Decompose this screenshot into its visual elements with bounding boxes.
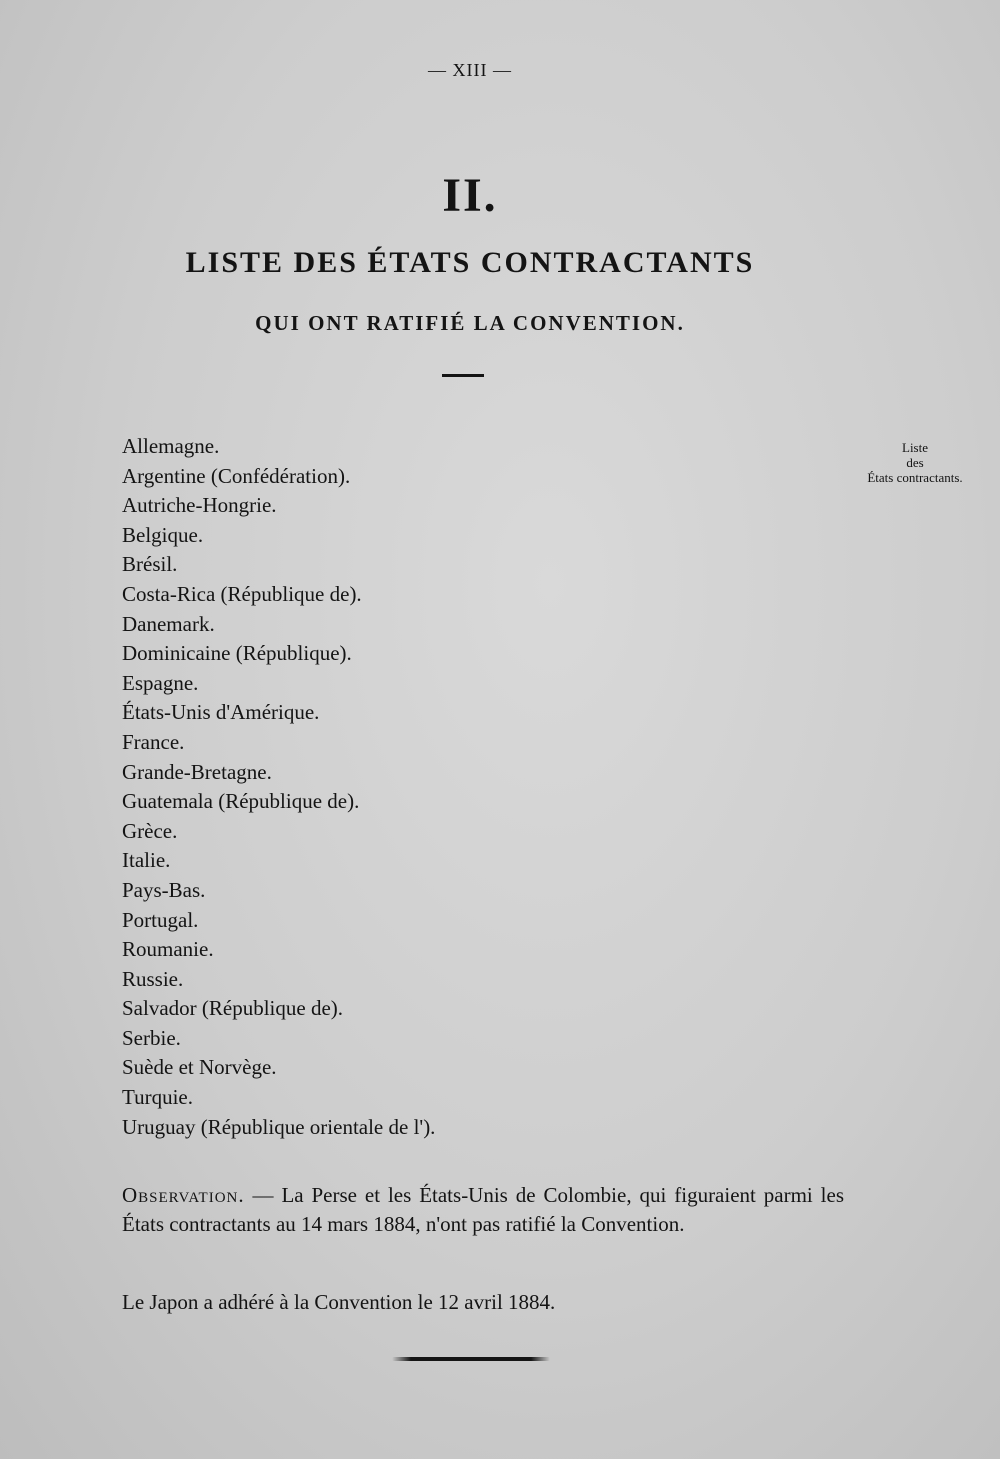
title-divider <box>442 374 484 377</box>
list-item: Allemagne. <box>122 434 220 458</box>
page-number: — XIII — <box>428 60 512 80</box>
list-item: Italie. <box>122 848 171 873</box>
observation-text: — La Perse et les États-Unis de Colombie, qui figuraient parmi les États contractants au 14 mars 1884, n'ont pas ratifié la Convention. <box>122 1183 844 1236</box>
list-item: Pays-Bas. <box>122 877 206 902</box>
list-item: Serbie. <box>122 1025 181 1050</box>
list-item: Russie. <box>122 966 184 991</box>
japan-note: Le Japon a adhéré à la Convention le 12 avril 1884. <box>122 1290 556 1314</box>
margin-note-line: des <box>906 455 924 470</box>
margin-note <box>840 440 990 485</box>
list-item: Costa-Rica (République de). <box>122 581 362 606</box>
page-subtitle: QUI ONT RATIFIÉ LA CONVENTION. <box>255 311 685 335</box>
list-item: Belgique. <box>122 522 204 547</box>
list-item: Grande-Bretagne. <box>122 759 272 784</box>
list-item: Dominicaine (République). <box>122 641 352 666</box>
observation-paragraph <box>122 1181 844 1239</box>
list-item: États-Unis d'Amérique. <box>122 700 320 725</box>
list-item: Argentine (Confédération). <box>122 463 351 488</box>
list-item: Brésil. <box>122 552 178 577</box>
bottom-divider <box>392 1357 550 1361</box>
list-item: Uruguay (République orientale de l'). <box>122 1114 436 1139</box>
list-item: Grèce. <box>122 818 178 843</box>
list-item: Portugal. <box>122 907 199 932</box>
list-item: Guatemala (République de). <box>122 789 360 814</box>
margin-note-line: Liste <box>902 440 928 455</box>
list-item: Suède et Norvège. <box>122 1055 277 1080</box>
list-item: Salvador (République de). <box>122 996 344 1021</box>
section-number: II. <box>442 169 498 222</box>
list-item: France. <box>122 729 185 754</box>
page-title: LISTE DES ÉTATS CONTRACTANTS <box>185 246 755 279</box>
list-item: Roumanie. <box>122 937 214 962</box>
observation-label: Observation. <box>122 1183 245 1207</box>
list-item: Danemark. <box>122 611 215 636</box>
list-item: Turquie. <box>122 1085 193 1110</box>
list-item: Espagne. <box>122 670 199 695</box>
margin-note-line: États contractants. <box>867 470 963 485</box>
list-item: Autriche-Hongrie. <box>122 493 277 518</box>
states-list <box>122 432 435 1142</box>
